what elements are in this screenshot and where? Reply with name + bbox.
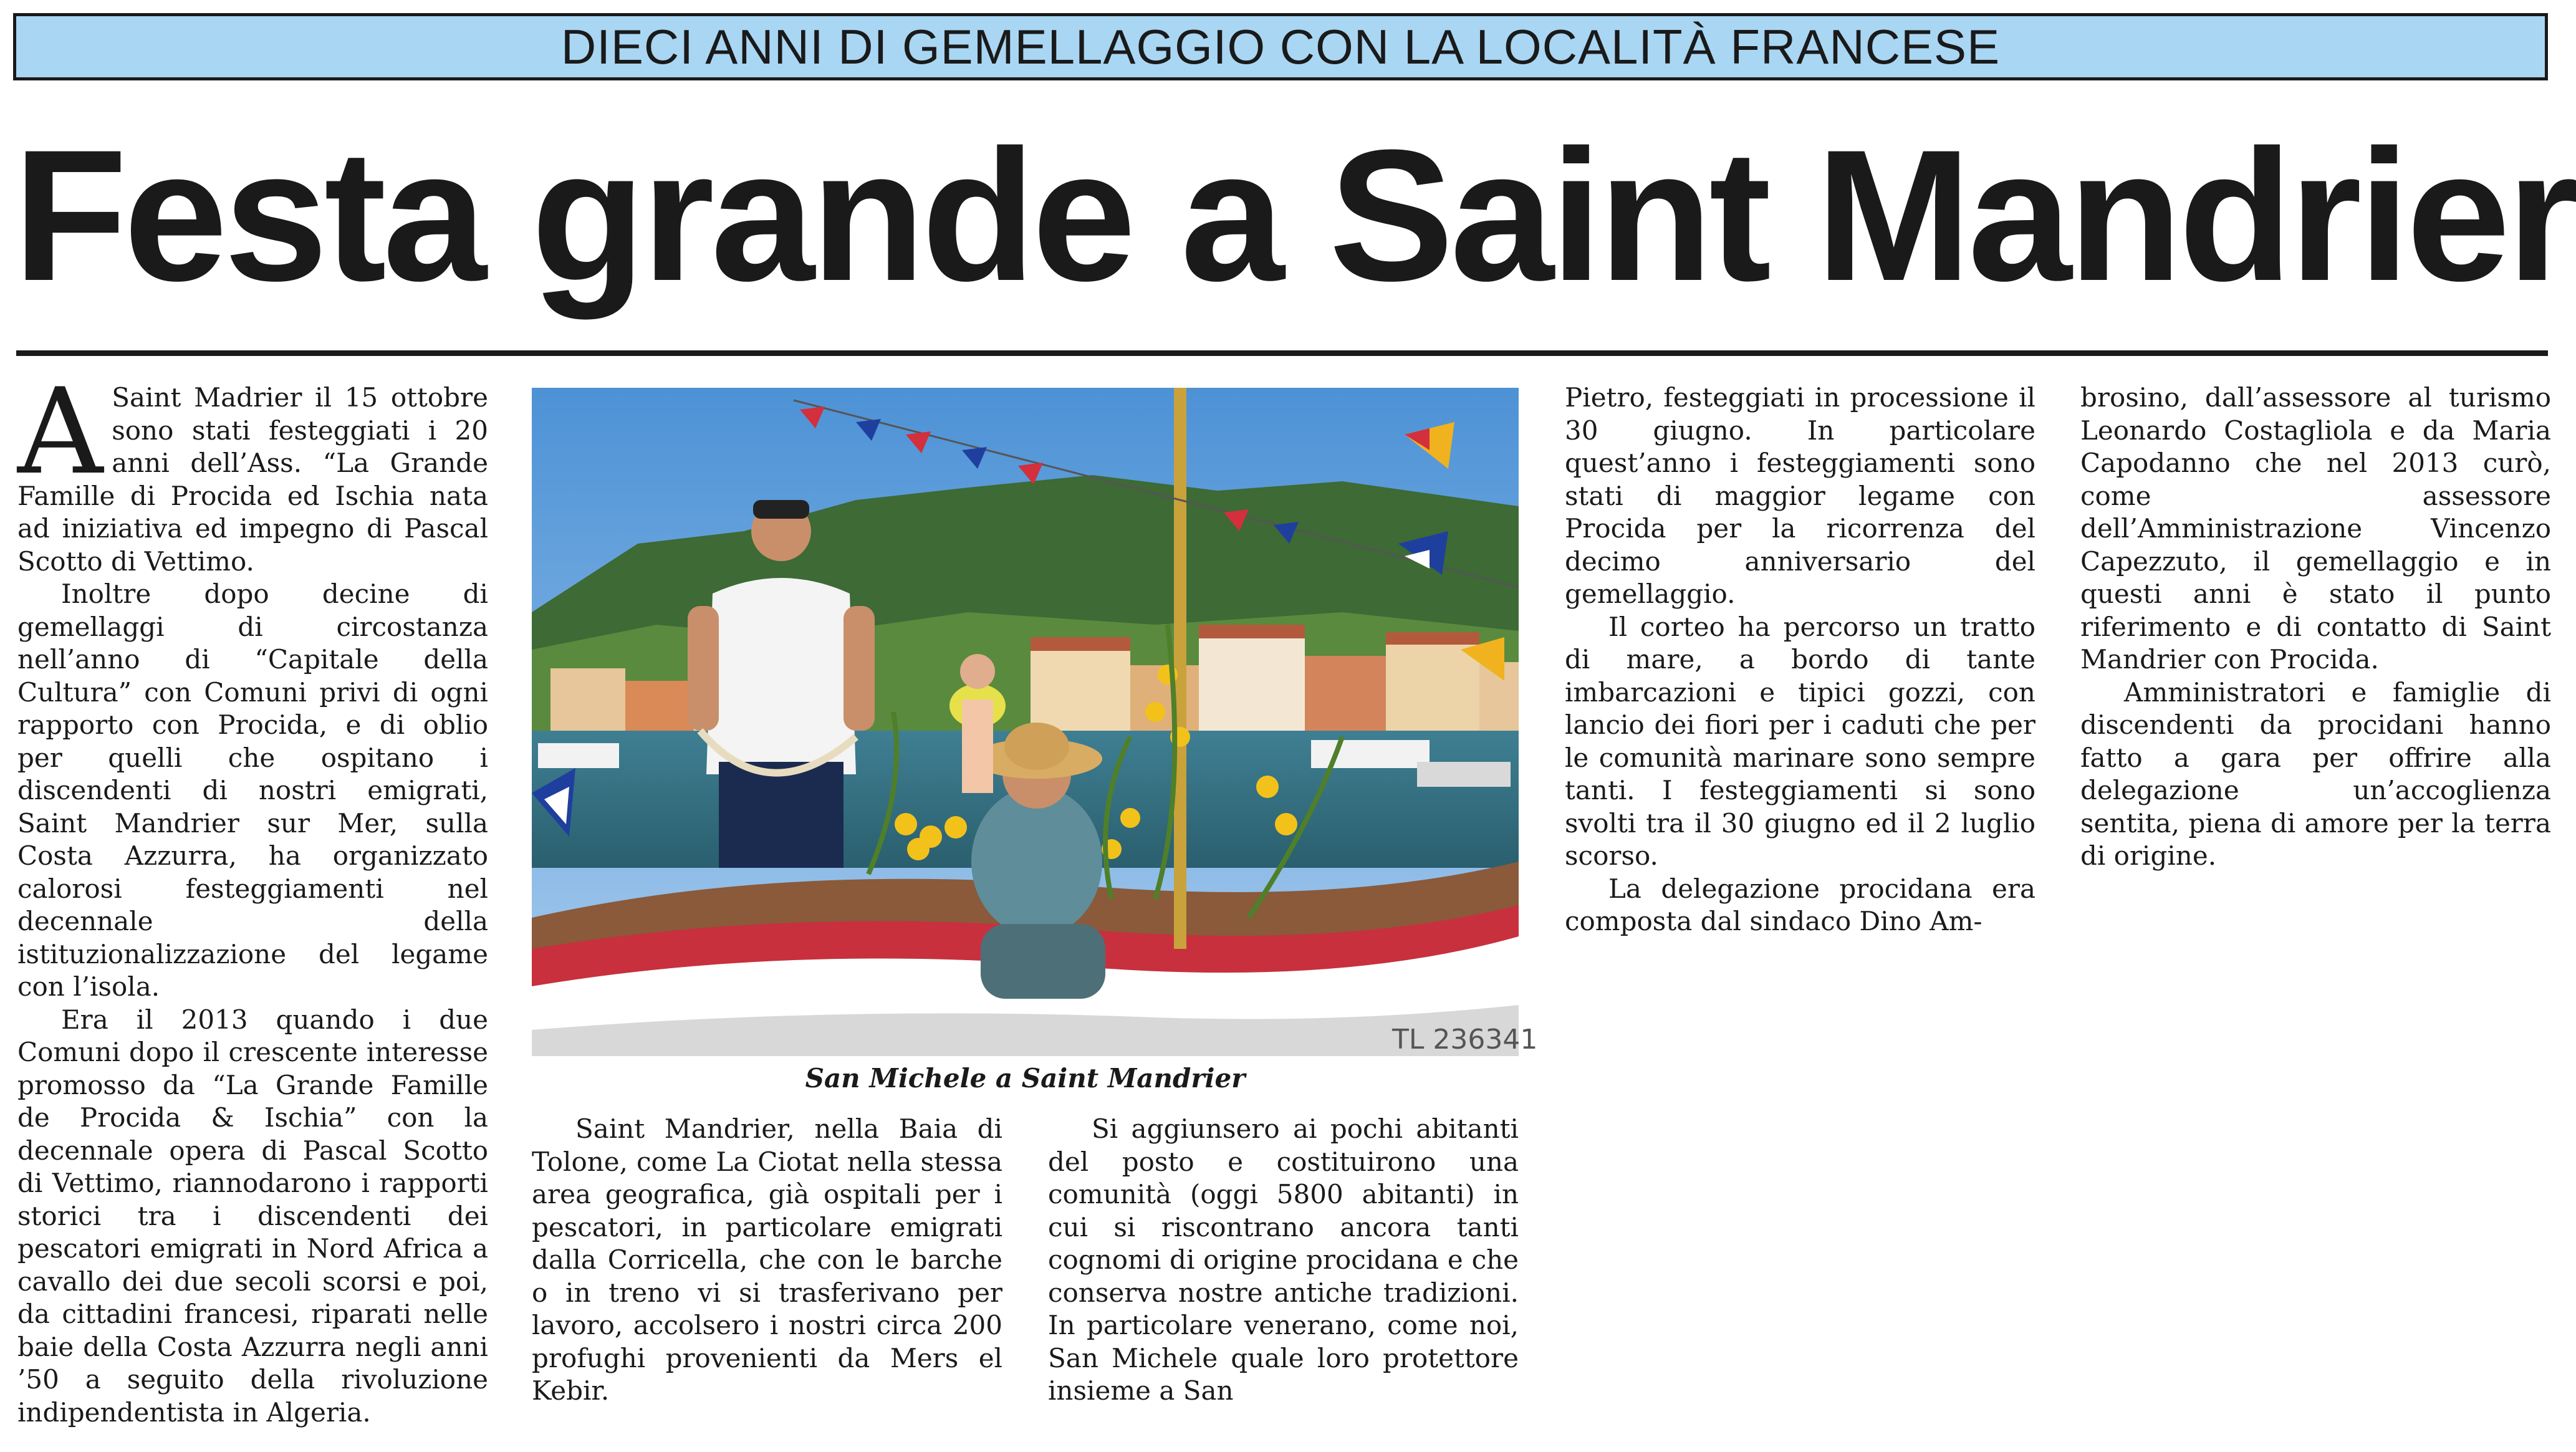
- article-kicker: DIECI ANNI DI GEMELLAGGIO CON LA LOCALITÀ FRANCESE: [13, 13, 2548, 80]
- paragraph: Saint Mandrier, nella Baia di Tolone, come La Ciotat nella stessa area geografica, già ospitali per i pescatori, in particolare emigrati dalla Corricella, che con le barche o in treno vi si trasferivano per lavoro, accolsero i nostri circa 200 profughi provenienti da Mers el Kebir.: [532, 1113, 1002, 1406]
- headline-rule: [16, 350, 2548, 356]
- text-column-6: [2080, 382, 2551, 873]
- text-column-4: [1048, 1113, 1519, 1408]
- paragraph: brosino, dall’assessore al turismo Leonardo Costagliola e da Maria Capodanno che nel 2013 curò, come assessore dell’Amministrazione Vincenzo Capezzuto, il gemellaggio e in questi anni è stato il punto riferimento e di contatto di Saint Mandrier con Procida.: [2080, 382, 2551, 675]
- text-column-3: [532, 1113, 1002, 1408]
- paragraph: Amministratori e famiglie di discendenti da procidani hanno fatto a gara per offrire alla delegazione un’accoglienza sentita, piena di amore per la terra di origine.: [2080, 676, 2551, 871]
- paragraph: Si aggiunsero ai pochi abitanti del posto e costituirono una comunità (oggi 5800 abitanti) in cui si riscontrano ancora tanti cognomi di origine procidana e che conserva nostre antiche tradizioni. In particolare venerano, come noi, San Michele quale loro protettore insieme a San: [1048, 1113, 1519, 1406]
- text-column-5: [1565, 382, 2035, 938]
- svg-text:TL 236341: TL 236341: [1392, 1024, 1538, 1055]
- article-photo: [532, 388, 1538, 1056]
- photo-caption: San Michele a Saint Mandrier: [805, 1063, 1246, 1094]
- paragraph-text: Saint Madrier il 15 ottobre sono stati festeggiati i 20 anni dell’Ass. “La Grande Famille di Procida ed Ischia nata ad iniziativa ed impegno di Pascal Scotto di Vettimo.: [17, 382, 488, 577]
- paragraph: [17, 363, 488, 578]
- text-column-1: [17, 363, 488, 1429]
- paragraph: Era il 2013 quando i due Comuni dopo il crescente interesse promosso da “La Grande Famille de Procida & Ischia” con la decennale opera di Pascal Scotto di Vettimo, riannodarono i rapporti storici tra i discendenti dei pescatori emigrati in Nord Africa a cavallo dei due secoli scorsi e poi, da cittadini francesi, riparati nelle baie della Costa Azzurra negli anni ’50 a seguito della rivoluzione indipendentista in Algeria.: [17, 1004, 488, 1428]
- drop-cap: A: [17, 363, 103, 501]
- paragraph: Il corteo ha percorso un tratto di mare, a bordo di tante imbarcazioni e tipici gozzi, con lancio dei fiori per i caduti che per le comunità marinare sono sempre tanti. I festeggiamenti si sono svolti tra il 30 giugno ed il 2 luglio scorso.: [1565, 611, 2035, 871]
- paragraph: Inoltre dopo decine di gemellaggi di circostanza nell’anno di “Capitale della Cultura” con Comuni privi di ogni rapporto con Procida, e di oblio per quelli che ospitano i discendenti di nostri emigrati, Saint Mandrier sur Mer, sulla Costa Azzurra, ha organizzato calorosi festeggiamenti nel decennale della istituzionalizzazione del legame con l’isola.: [17, 579, 488, 1002]
- paragraph: La delegazione procidana era composta dal sindaco Dino Am-: [1565, 873, 2035, 936]
- article-headline: Festa grande a Saint Mandrier: [13, 110, 2576, 320]
- paragraph: Pietro, festeggiati in processione il 30 giugno. In particolare quest’anno i festeggiamenti sono stati di maggior legame con Procida per la ricorrenza del decimo anniversario del gemellaggio.: [1565, 382, 2035, 609]
